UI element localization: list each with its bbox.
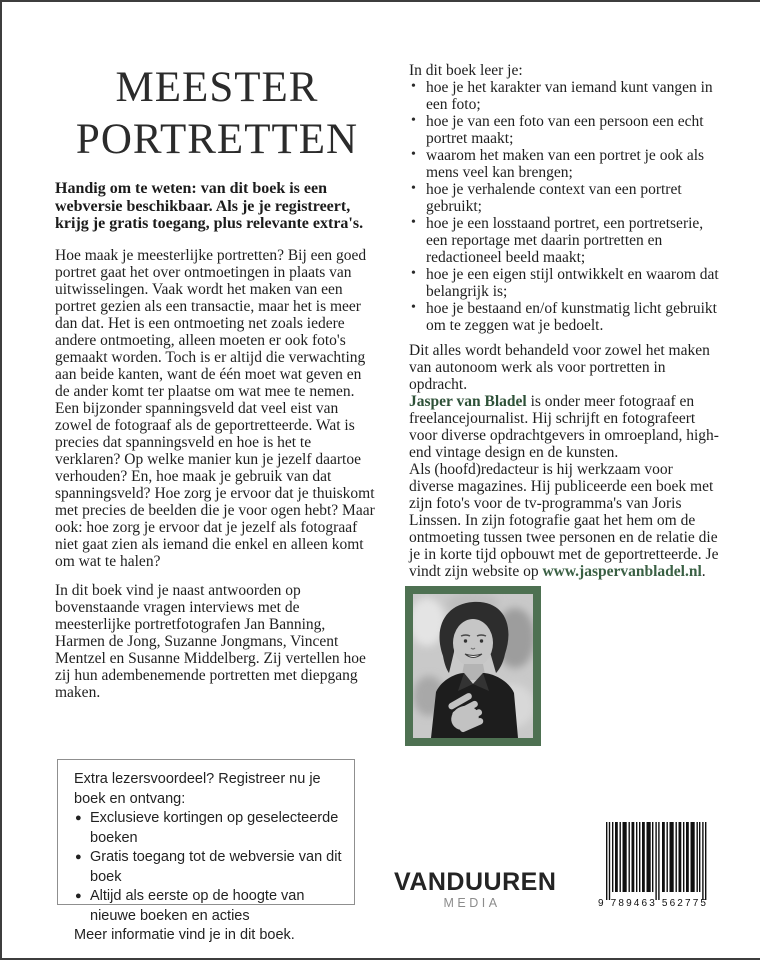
benefit-item [74,809,342,848]
webversion-notice: Handig om te weten: van dit boek is een webversie beschikbaar. Als je je registreert, krijg je gratis toegang, plus relevante extra's. [55,180,364,232]
isbn-digits: 9 789463 562775 [598,898,706,909]
blurb-paragraph-1: Hoe maak je meesterlijke portretten? Bij een goed portret gaat het over ontmoetingen in plaats van uitwisselingen. Vaak wordt het maken van een portret gezien als een transactie, maar het is meer dan dat. Het is een ontmoeting net zoals iedere andere ontmoeting, alleen moeten er ook foto's gemaakt worden. Toch is er altijd die verwachting aan beide kanten, want de één moet wat geven en de ander komt ter plaatse om wat mee te nemen. Een bijzonder spanningsveld dat veel eist van zowel de fotograaf als de geportretteerde. Wat is precies dat spanningsveld en hoe is het te verklaren? Op welke manier kun je jezelf daartoe verhouden? En, hoe maak je gebruik van dat spanningsveld? Hoe zorg je ervoor dat je thuiskomt met precies de beelden die je voor ogen hebt? Maar ook: hoe zorg je ervoor dat je jezelf als fotograaf niet gaat zien als iemand die enkel en alleen komt om wat te halen? [55,246,375,570]
learn-list-intro: In dit boek leer je: [409,62,523,79]
learn-item-text: waarom het maken van een portret je ook als mens veel kan brengen; [426,147,705,181]
author-website-link[interactable]: www.jaspervanbladel.nl [542,563,702,580]
bullet-icon: • [411,300,416,315]
bullet-dot-icon: ● [75,812,82,824]
benefit-item-text: Altijd als eerste op de hoogte van nieuwe boeken en acties [90,888,305,924]
learn-item [409,215,719,266]
bullet-icon: • [411,266,416,281]
bullet-icon: • [411,181,416,196]
author-name: Jasper van Bladel [409,393,527,410]
blurb-paragraph-2: In dit boek vind je naast antwoorden op bovenstaande vragen interviews met de meesterlijke portretfotografen Jan Banning, Harmen de Jong, Suzanne Jongmans, Vincent Mentzel en Susanne Middelberg. Zij vertellen hoe zij hun adembenemende portretten met diepgang maken. [55,581,366,701]
learn-item-text: hoe je bestaand en/of kunstmatig licht gebruikt om te zeggen wat je bedoelt. [426,300,717,334]
learn-item-text: hoe je een losstaand portret, een portretserie, een reportage met daarin portretten en redactioneel beeld maakt; [426,215,704,266]
book-title-line1: MEESTER [115,64,319,111]
benefit-item-text: Exclusieve kortingen op geselecteerde boeken [90,810,339,846]
bullet-dot-icon: ● [75,890,82,902]
author-portrait-photo [405,586,541,746]
bullet-icon: • [411,147,416,162]
author-bio-text-3: . [701,563,706,580]
bullet-icon: • [411,215,416,230]
learn-item [409,266,719,300]
learn-item [409,147,719,181]
book-title [55,62,379,166]
author-bio-paragraph-2 [409,461,719,580]
publisher-subtitle: MEDIA [443,896,501,910]
bullet-icon: • [411,79,416,94]
right-column [409,62,719,746]
benefit-box-footer: Meer informatie vind je in dit boek. [74,927,295,943]
publisher-name: VANDUUREN [394,868,557,896]
book-title-line2: PORTRETTEN [75,116,359,163]
publisher-logo [394,868,557,910]
reader-benefit-box [57,759,355,943]
learn-item [409,300,719,334]
benefit-box-header: Extra lezersvoordeel? Registreer nu je boek en ontvang: [74,771,321,807]
benefit-list [74,809,342,926]
learn-list [409,79,719,334]
author-bio-paragraph-1 [409,393,719,461]
learn-item-text: hoe je een eigen stijl ontwikkelt en waarom dat belangrijk is; [426,266,719,300]
barcode-bars [606,822,706,900]
learn-item-text: hoe je van een foto van een persoon een echt portret maakt; [426,113,704,147]
benefit-item [74,887,342,926]
learn-item-text: hoe je het karakter van iemand kunt vangen in een foto; [426,79,713,113]
learn-item [409,113,719,147]
isbn-barcode [598,822,710,910]
author-bio-text-2: Als (hoofd)redacteur is hij werkzaam voor diverse magazines. Hij publiceerde een boek met zijn foto's voor de tv-programma's van Joris Linssen. In zijn fotografie gaat het hem om de ontmoeting tussen twee personen en de relatie die je in korte tijd opbouwt met de geportretteerde. Je vindt zijn website op [409,461,719,580]
bullet-icon: • [411,113,416,128]
bullet-dot-icon: ● [75,851,82,863]
benefit-item [74,848,342,887]
learn-item [409,79,719,113]
author-bio-text-1: is onder meer fotograaf en freelancejournalist. Hij schrijft en fotografeert voor diverse opdrachtgevers in omroepland, high-end vintage design en de kunsten. [409,393,719,461]
learn-item-text: hoe je verhalende context van een portret gebruikt; [426,181,682,215]
learn-list-closing: Dit alles wordt behandeld voor zowel het maken van autonoom werk als voor portretten in opdracht. [409,342,710,393]
learn-item [409,181,719,215]
benefit-item-text: Gratis toegang tot de webversie van dit boek [90,849,342,885]
left-column [55,62,379,713]
